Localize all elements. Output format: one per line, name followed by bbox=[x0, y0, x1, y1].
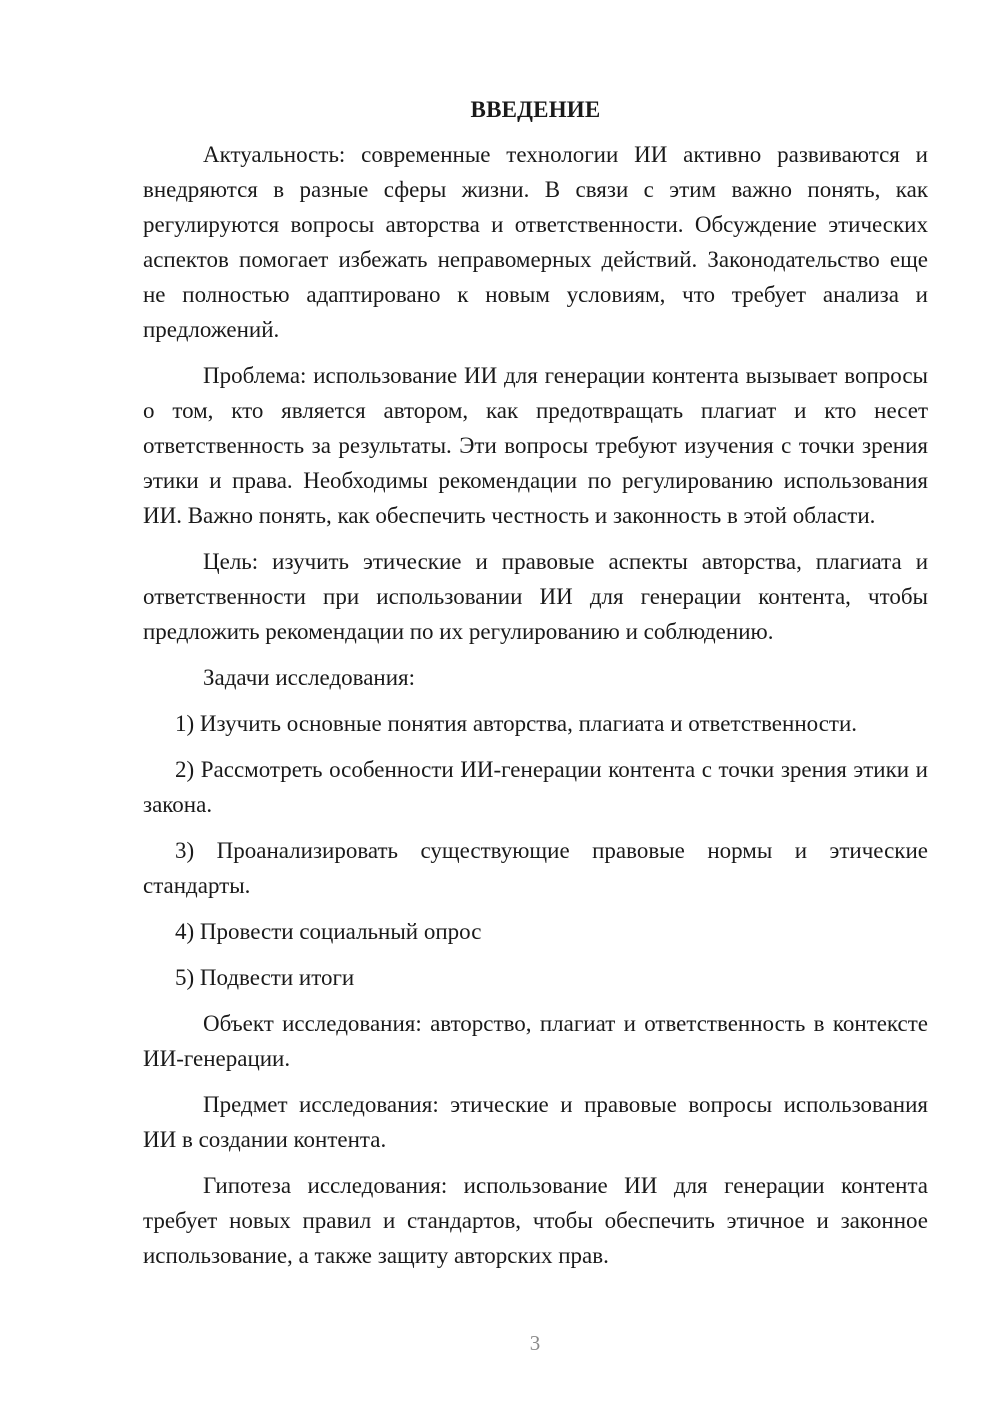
object-paragraph: Объект исследования: авторство, плагиат и ответственность в контексте ИИ-генерации. bbox=[143, 1011, 928, 1071]
page-content bbox=[143, 92, 928, 1284]
task-item: 2) Рассмотреть особенности ИИ-генерации контента с точки зрения этики и закона. bbox=[143, 757, 928, 817]
hypothesis-paragraph: Гипотеза исследования: использование ИИ для генерации контента требует новых правил и стандартов, чтобы обеспечить этичное и законное использование, а также защиту авторских прав. bbox=[143, 1173, 928, 1268]
task-item: 1) Изучить основные понятия авторства, плагиата и ответственности. bbox=[175, 711, 858, 736]
goal-paragraph: Цель: изучить этические и правовые аспекты авторства, плагиата и ответственности при использовании ИИ для генерации контента, чтобы предложить рекомендации по их регулированию и соблюдению. bbox=[143, 549, 928, 644]
page-title: ВВЕДЕНИЕ bbox=[470, 97, 601, 122]
task-item: 4) Провести социальный опрос bbox=[175, 919, 482, 944]
task-item: 3) Проанализировать существующие правовые нормы и этические стандарты. bbox=[143, 838, 928, 898]
subject-paragraph: Предмет исследования: этические и правовые вопросы использования ИИ в создании контента. bbox=[143, 1092, 928, 1152]
relevance-paragraph: Актуальность: современные технологии ИИ активно развиваются и внедряются в разные сферы жизни. В связи с этим важно понять, как регулируются вопросы авторства и ответственности. Обсуждение этических аспектов помогает избежать неправомерных действий. Законодательство еще не полностью адаптировано к новым условиям, что требует анализа и предложений. bbox=[143, 142, 928, 342]
problem-paragraph: Проблема: использование ИИ для генерации контента вызывает вопросы о том, кто является автором, как предотвращать плагиат и кто несет ответственность за результаты. Эти вопросы требуют изучения с точки зрения этики и права. Необходимы рекомендации по регулированию использования ИИ. Важно понять, как обеспечить честность и законность в этой области. bbox=[143, 363, 928, 528]
task-item: 5) Подвести итоги bbox=[175, 965, 355, 990]
page-number: 3 bbox=[529, 1331, 541, 1355]
tasks-heading: Задачи исследования: bbox=[203, 665, 416, 690]
